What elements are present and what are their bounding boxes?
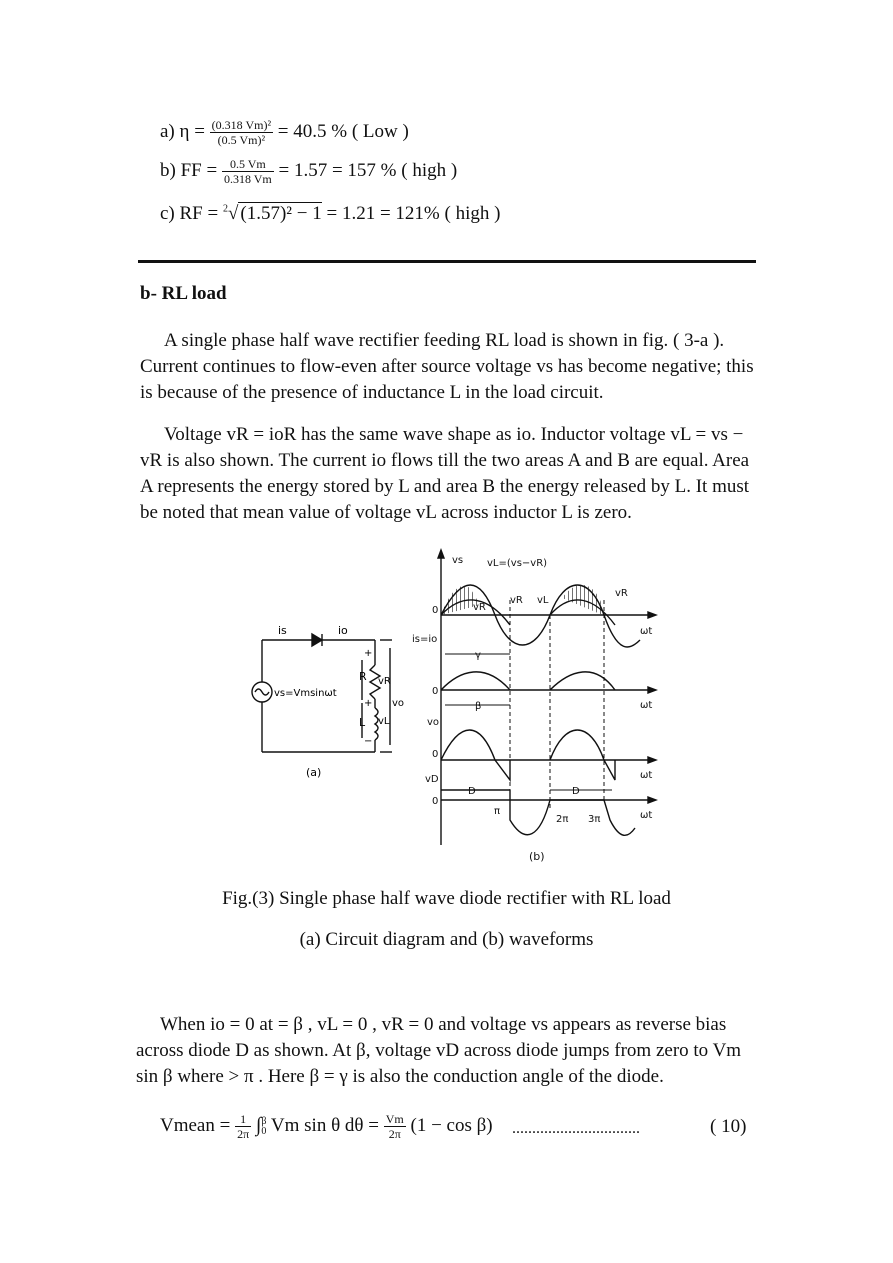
label-vl: vL bbox=[378, 716, 390, 727]
label-zero-3: 0 bbox=[432, 749, 439, 760]
paragraph-intro: A single phase half wave rectifier feeding RL load is shown in fig. ( 3-a ). Current continues to flow-even after source voltage vs has become negative; this is because of the presence of inductance L in the load circuit. bbox=[140, 330, 754, 403]
label-vo-wave: vo bbox=[427, 717, 440, 728]
label-plus-top: + bbox=[364, 648, 373, 659]
eq-b-fraction: $\frac{0.5 Vm}{0.318 Vm}$ bbox=[223, 157, 272, 186]
equation-mean-voltage bbox=[160, 1112, 493, 1141]
label-wt-2: ωt bbox=[640, 700, 653, 711]
mean-lhs: Vmean = bbox=[160, 1114, 231, 1136]
label-vl-wave: vL bbox=[537, 595, 549, 606]
radical-sign: √ bbox=[227, 203, 239, 224]
integral-sign: ∫ bbox=[255, 1113, 262, 1136]
mean-integrand: Vm sin θ dθ = bbox=[270, 1114, 379, 1136]
eq-b-result: = 1.57 = 157 % ( high ) bbox=[278, 159, 458, 181]
label-gamma: γ bbox=[475, 650, 481, 661]
paragraph-reverse-bias: When io = 0 at = β , vL = 0 , vR = 0 and voltage vs appears as reverse bias across diode D as shown. At β, voltage vD across diode jumps from zero to Vm sin β where > π . Here β = γ is also the conduction angle of the diode. bbox=[136, 1014, 742, 1087]
equation-number: ( 10) bbox=[710, 1116, 747, 1137]
label-vr-wave-3: vR bbox=[615, 588, 628, 599]
label-minus: − bbox=[364, 736, 373, 747]
label-vl-equation: vL=(vs−vR) bbox=[487, 558, 548, 569]
label-zero-2: 0 bbox=[432, 686, 439, 697]
paragraph-voltages: Voltage vR = ioR has the same wave shape as io. Inductor voltage vL = vs − vR is also shown. The current io flows till the two areas A and B are equal. Area A represents the energy stored by L and area B the energy released by L. It must be noted that mean value of voltage vL across inductor L is zero. bbox=[140, 424, 750, 523]
vo-wave-2 bbox=[550, 730, 615, 780]
label-pi: π bbox=[494, 806, 501, 817]
label-d-1: D bbox=[468, 786, 476, 797]
eq-c-label: c) RF = bbox=[160, 203, 219, 224]
label-sub-a: (a) bbox=[306, 766, 322, 779]
section-heading: b- RL load bbox=[140, 283, 227, 304]
label-vd-wave: vD bbox=[425, 774, 439, 785]
label-wt-3: ωt bbox=[640, 770, 653, 781]
label-vr: vR bbox=[378, 676, 391, 687]
label-3pi: 3π bbox=[588, 814, 601, 825]
mean-frac1: $\frac{1}{2\pi}$ bbox=[237, 1112, 250, 1141]
label-zero-1: 0 bbox=[432, 605, 439, 616]
io-wave-2 bbox=[550, 672, 615, 690]
label-vr-wave-2: vR bbox=[510, 595, 523, 606]
area-b-hatch bbox=[562, 585, 605, 616]
diode-symbol bbox=[312, 634, 322, 646]
label-2pi: 2π bbox=[556, 814, 569, 825]
figure-caption-subtitle: (a) Circuit diagram and (b) waveforms bbox=[299, 929, 594, 950]
label-vs-wave: vs bbox=[452, 555, 464, 566]
label-d-2: D bbox=[572, 786, 580, 797]
label-sub-b: (b) bbox=[529, 850, 545, 863]
eq-a-fraction: $\frac{\text{(0.318 Vm)²}}{\text{(0.5 Vm)²}}$ bbox=[211, 118, 272, 147]
label-vr-wave-1: vR bbox=[473, 602, 486, 613]
label-wt-1: ωt bbox=[640, 626, 653, 637]
label-wt-4: ωt bbox=[640, 810, 653, 821]
label-plus-mid: + bbox=[364, 698, 373, 709]
eq-a-result: = 40.5 % ( Low ) bbox=[277, 120, 409, 142]
io-wave bbox=[441, 672, 510, 690]
label-l: L bbox=[359, 716, 366, 729]
integral-upper: β bbox=[261, 1115, 267, 1127]
label-is: is bbox=[278, 624, 287, 637]
label-io: io bbox=[338, 624, 348, 637]
label-zero-4: 0 bbox=[432, 796, 439, 807]
figure-caption-title: Fig.(3) Single phase half wave diode rectifier with RL load bbox=[222, 888, 671, 909]
integral-lower: 0 bbox=[261, 1125, 267, 1137]
equation-dots: ................................ bbox=[512, 1120, 640, 1137]
eq-c-result: = 1.21 = 121% ( high ) bbox=[326, 203, 501, 224]
eq-b-label: b) FF = bbox=[160, 159, 218, 181]
eq-a-label: a) η = bbox=[160, 120, 205, 142]
label-vo: vo bbox=[392, 698, 405, 709]
label-beta: β bbox=[475, 701, 482, 712]
label-is-io: is=io bbox=[412, 634, 438, 645]
eq-c-radicand: (1.57)² − 1 bbox=[240, 203, 322, 224]
label-source: vs=Vmsinωt bbox=[274, 688, 337, 699]
mean-frac2: $\frac{Vm}{2\pi}$ bbox=[385, 1112, 404, 1141]
eq-c-root-index: 2 bbox=[222, 203, 228, 215]
vo-wave bbox=[441, 730, 510, 780]
label-r: R bbox=[359, 670, 367, 683]
mean-rhs: (1 − cos β) bbox=[410, 1114, 493, 1136]
